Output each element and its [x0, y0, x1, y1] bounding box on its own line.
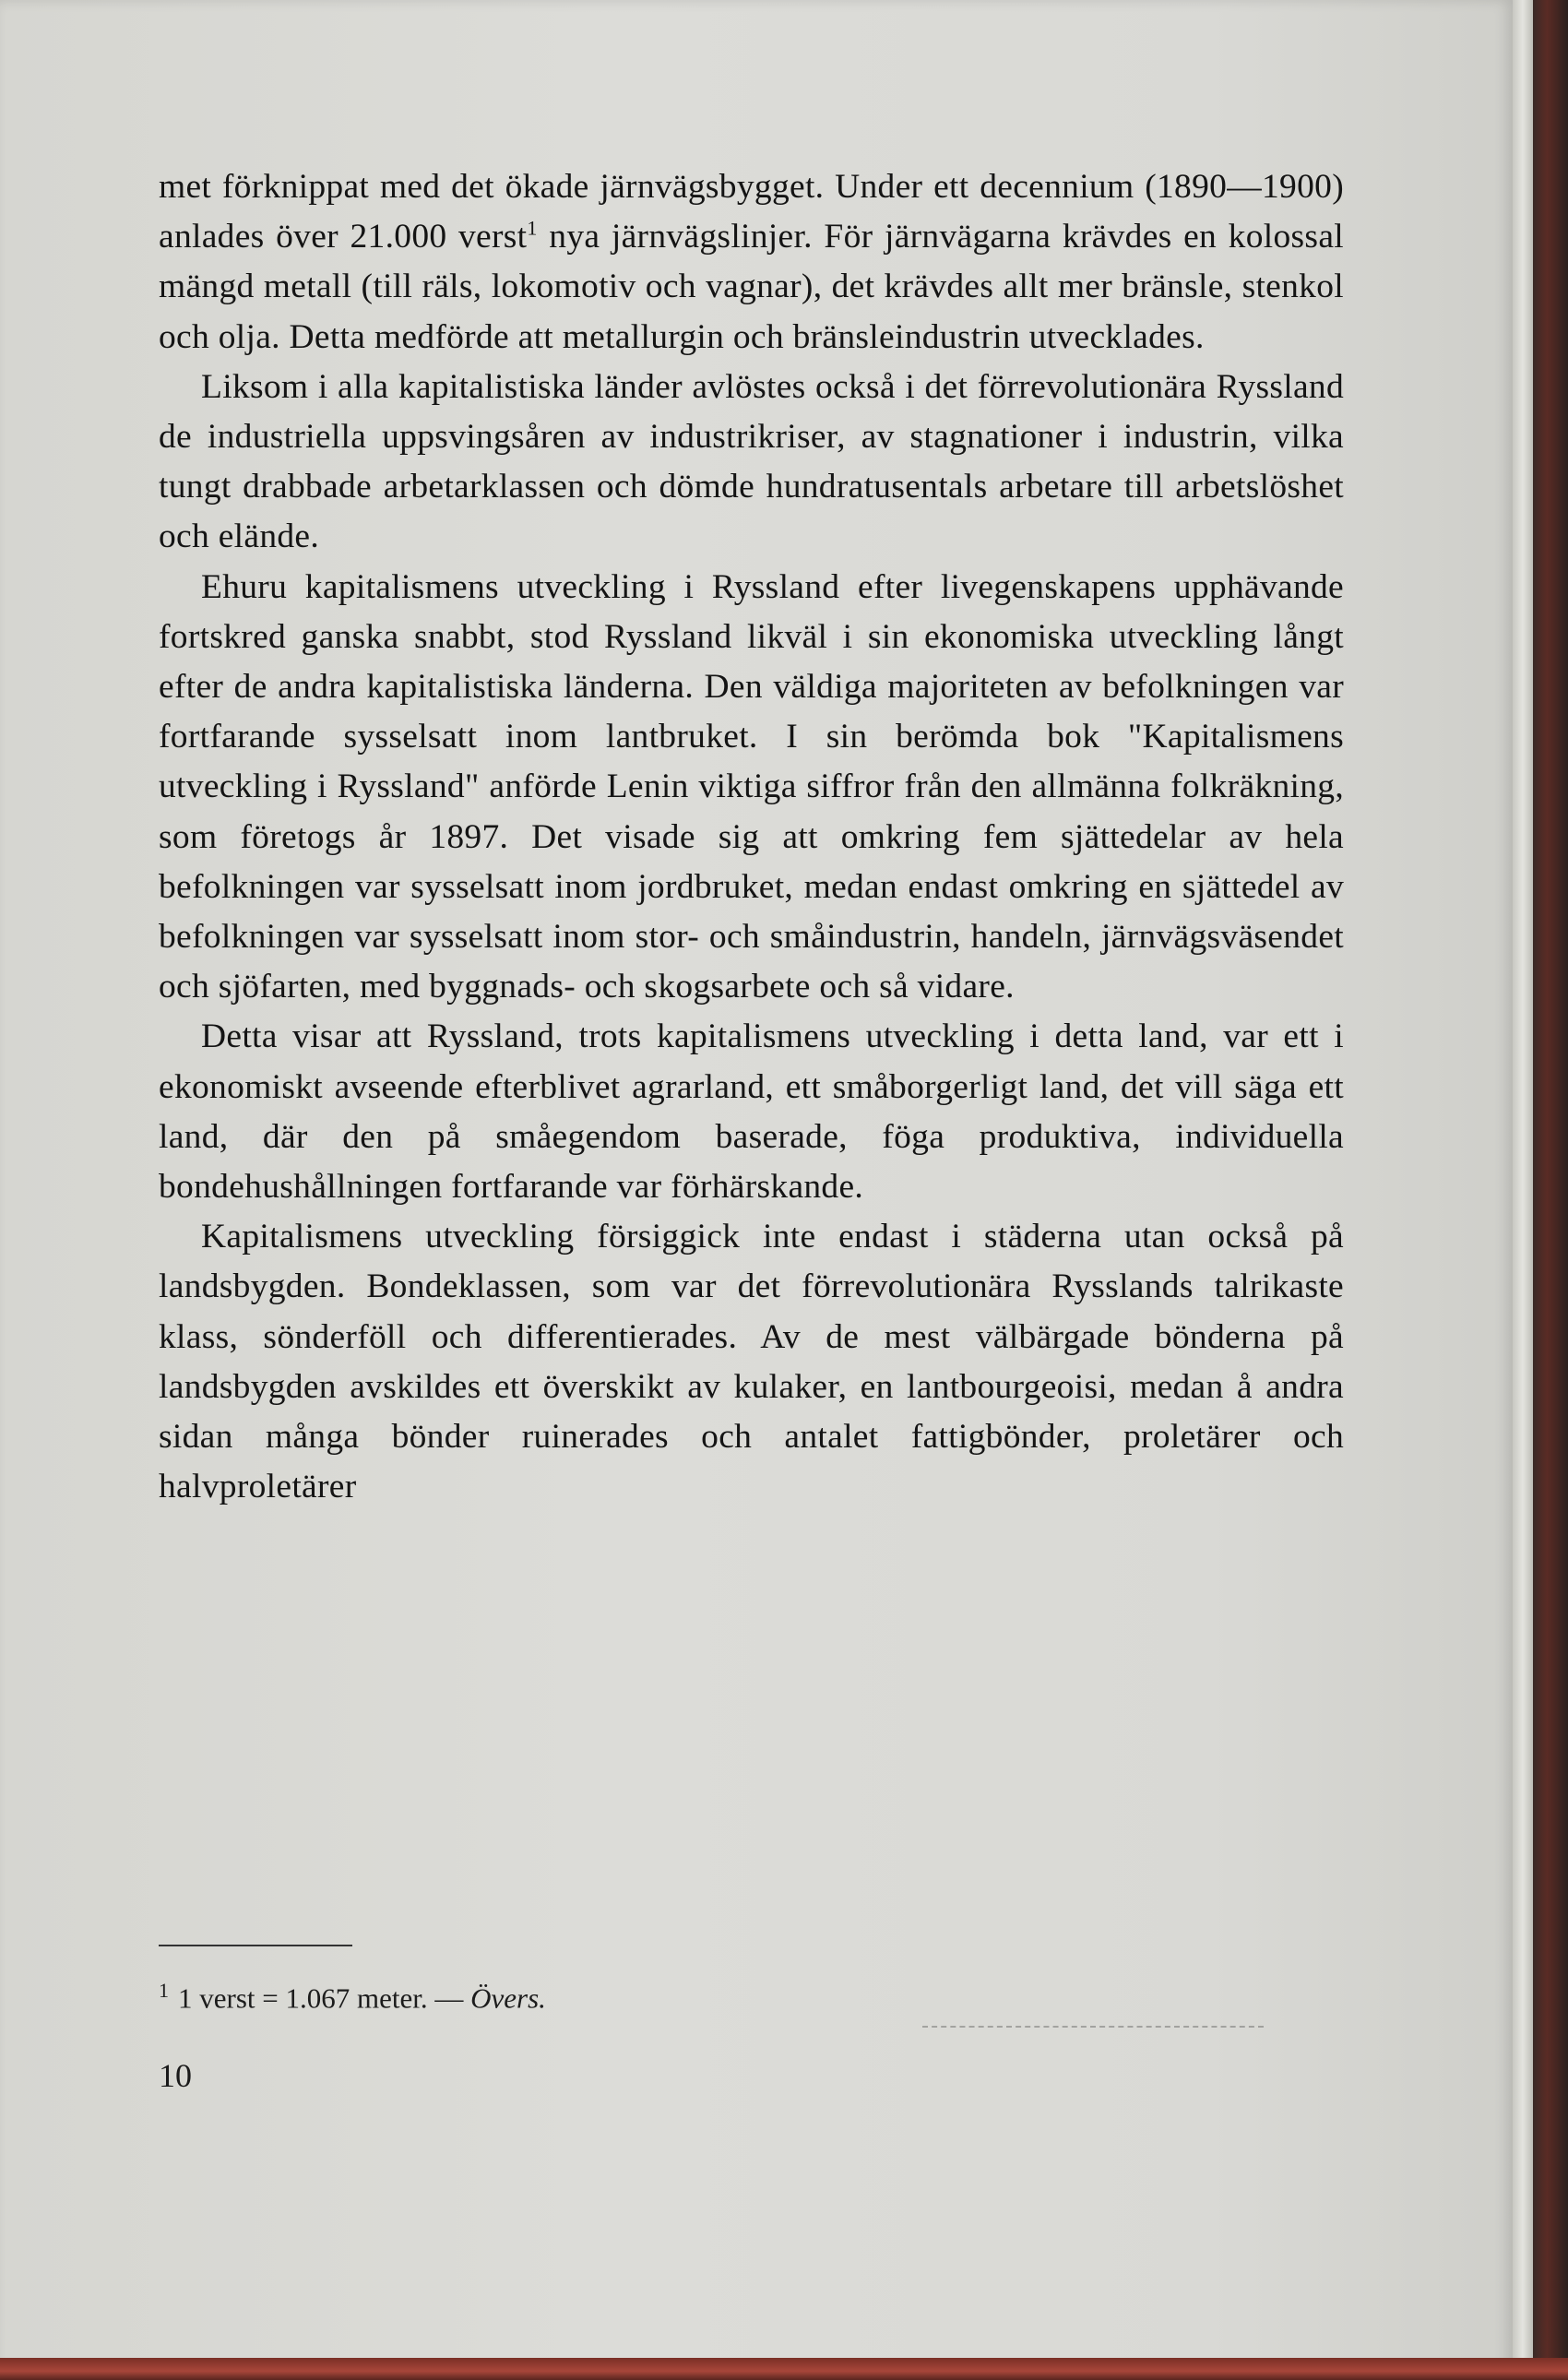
paragraph-3: Ehuru kapitalismens utveckling i Ryssland efter livegenskapens upphävande fortskred ganska snabbt, stod Ryssland likväl i sin ekonomiska utveckling långt efter de andra kapitalistiska länderna. Den väldiga majoriteten av befolkningen var fortfarande sysselsatt inom lantbruket. I sin berömda bok "Kapitalismens utveckling i Ryssland" anförde Lenin viktiga siffror från den allmänna folkräkning, som företogs år 1897. Det visade sig att omkring fem sjättedelar av hela befolkningen var sysselsatt inom jordbruket, medan endast omkring en sjättedel av befolkningen var sysselsatt inom stor- och småindustrin, handeln, järnvägsväsendet och sjöfarten, med byggnads- och skogsarbete och så vidare.: [159, 567, 1344, 1006]
footnote-reference: 1: [527, 216, 538, 240]
page-number: 10: [159, 2057, 192, 2094]
footnote-text: 1 verst = 1.067 meter. —: [178, 1981, 471, 2015]
book-cover-edge: [1533, 0, 1568, 2380]
footnote-italic: Övers.: [470, 1981, 546, 2015]
footnote-separator: [159, 1945, 352, 1946]
body-text: [159, 162, 1344, 1512]
bleed-through-mark: [922, 2026, 1264, 2028]
paragraph-4: Detta visar att Ryssland, trots kapitalismens utveckling i detta land, var ett i ekonomiskt avseende efterblivet agrarland, ett småborgerligt land, det vill säga ett land, där den på småegendom baserade, föga produktiva, individuella bondehushållningen fortfarande var förhärskande.: [159, 1017, 1344, 1207]
paragraph-5: Kapitalismens utveckling försiggick inte endast i städerna utan också på landsbygden. Bondeklassen, som var det förrevolutionära Rysslands talrikaste klass, sönderföll och differentierades. Av de mest välbärgade bönderna på landsbygden avskildes ett överskikt av kulaker, en lantbourgeoisi, medan å andra sidan många bönder ruinerades och antalet fattigbönder, proletärer och halvproletärer: [159, 1218, 1344, 1506]
book-cover-bottom: [0, 2358, 1568, 2380]
footnote: [159, 1972, 546, 2017]
paragraph-1: [159, 162, 1344, 363]
page-edge: [1513, 0, 1533, 2380]
paragraph-2: Liksom i alla kapitalistiska länder avlöstes också i det förrevolutionära Ryssland de industriella uppsvingsåren av industrikriser, av stagnationer i industrin, vilka tungt drabbade arbetarklassen och dömde hundratusentals arbetare till arbetslöshet och elände.: [159, 367, 1344, 556]
paragraph-1-text-after-ref: nya järnvägslinjer. För järnvägarna krävdes en kolossal mängd metall (till räls, lokomotiv och vagnar), det krävdes allt mer bränsle, stenkol och olja. Detta medförde att metallurgin och bränsleindustrin utvecklades.: [159, 218, 1344, 356]
paragraph-1-text-before-ref: met förknippat med det ökade järnvägsbygget. Under ett decennium (1890—1900) anlades över 21.000 verst: [159, 168, 1344, 256]
footnote-marker: 1: [159, 1979, 169, 2002]
